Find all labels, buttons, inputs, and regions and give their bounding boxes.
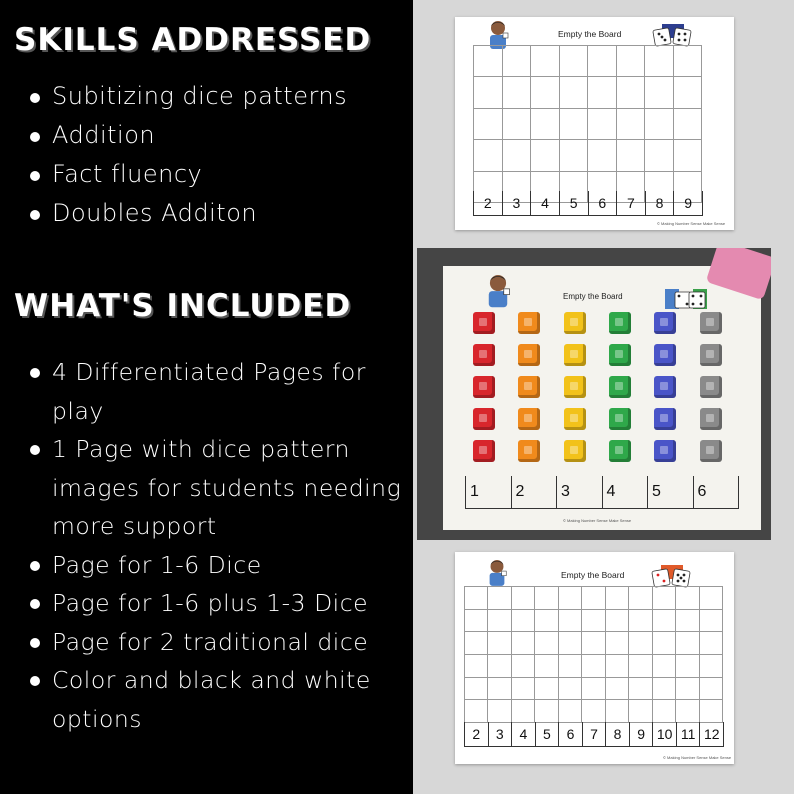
- grid-cell: [653, 700, 676, 723]
- grid-cell: [676, 610, 699, 633]
- list-item: 1 Page with dice pattern images for students needing more support: [30, 430, 410, 546]
- number-cell: 7: [583, 722, 607, 746]
- grid-cell: [474, 77, 503, 108]
- number-cell: 3: [557, 476, 603, 508]
- grid-cell: [629, 700, 652, 723]
- counting-cube: [564, 440, 586, 462]
- grid-cell: [606, 678, 629, 701]
- grid-cell: [531, 46, 560, 77]
- number-cell: 12: [703, 726, 720, 742]
- grid-cell: [512, 610, 535, 633]
- grid-cell: [582, 700, 605, 723]
- list-item: Page for 1-6 Dice: [30, 546, 410, 585]
- grid-cell: [629, 587, 652, 610]
- counting-cube: [609, 312, 631, 334]
- grid-cell: [559, 610, 582, 633]
- grid-cell: [606, 700, 629, 723]
- sheet-footer: © Making Number Sense Make Sense: [563, 518, 632, 523]
- grid-cell: [582, 587, 605, 610]
- grid-cell: [488, 587, 511, 610]
- counting-cube: [700, 344, 722, 366]
- grid-cell: [617, 109, 646, 140]
- grid-cell: [645, 77, 674, 108]
- number-cell: 11: [677, 722, 701, 746]
- grid-cell: [582, 655, 605, 678]
- grid-cell: [559, 700, 582, 723]
- grid-cell: [582, 632, 605, 655]
- grid-cell: [676, 632, 699, 655]
- grid-cell: [676, 587, 699, 610]
- grid-cell: [674, 140, 703, 171]
- number-cell: 4: [531, 191, 560, 215]
- number-cell: 5: [536, 722, 560, 746]
- number-cell: 8: [646, 191, 675, 215]
- grid-cell: [531, 77, 560, 108]
- grid-cell: [700, 632, 723, 655]
- list-item: Color and black and white options: [30, 661, 410, 738]
- number-cell: 5: [648, 476, 694, 508]
- number-cell: 9: [630, 722, 654, 746]
- number-row: [464, 722, 724, 747]
- list-item: Fact fluency: [30, 155, 347, 194]
- grid-cell: [582, 678, 605, 701]
- list-item: Page for 1-6 plus 1-3 Dice: [30, 584, 410, 623]
- number-cell: 10: [653, 722, 677, 746]
- grid-cell: [606, 632, 629, 655]
- number-cell: 6: [559, 722, 583, 746]
- grid-cell: [535, 610, 558, 633]
- grid-cell: [512, 655, 535, 678]
- counting-cube: [654, 440, 676, 462]
- counting-cube: [609, 376, 631, 398]
- grid-cell: [629, 610, 652, 633]
- grid-cell: [465, 700, 488, 723]
- grid-cell: [560, 109, 589, 140]
- grid-cell: [588, 77, 617, 108]
- grid-cell: [512, 587, 535, 610]
- grid-cell: [700, 610, 723, 633]
- grid-cell: [588, 46, 617, 77]
- counting-cube: [564, 344, 586, 366]
- worksheet-photo: [417, 248, 771, 540]
- grid-cell: [653, 655, 676, 678]
- grid-cell: [535, 632, 558, 655]
- grid-cell: [676, 655, 699, 678]
- grid-cell: [474, 140, 503, 171]
- counting-cube: [609, 408, 631, 430]
- counting-cube: [609, 344, 631, 366]
- sheet-title: Empty the Board: [561, 570, 625, 580]
- counting-cube: [654, 344, 676, 366]
- counting-cube: [518, 408, 540, 430]
- grid-cell: [653, 678, 676, 701]
- counting-cube: [700, 440, 722, 462]
- sheet-footer: © Making Number Sense Make Sense: [663, 755, 732, 760]
- list-item: Addition: [30, 116, 347, 155]
- counting-cube: [518, 344, 540, 366]
- worksheet-2-to-9: [455, 17, 734, 230]
- counting-cube: [609, 440, 631, 462]
- student-icon: [485, 558, 509, 586]
- grid-cell: [559, 655, 582, 678]
- counting-cube: [473, 440, 495, 462]
- number-cell: 2: [512, 476, 558, 508]
- grid-cell: [512, 678, 535, 701]
- grid-cell: [617, 46, 646, 77]
- dice-icon: [663, 286, 713, 312]
- student-icon: [483, 272, 513, 308]
- grid-cell: [503, 77, 532, 108]
- dice-icon: [652, 23, 696, 47]
- grid-cell: [465, 655, 488, 678]
- grid-cell: [488, 700, 511, 723]
- grid-cell: [676, 700, 699, 723]
- number-cell: 2: [474, 191, 503, 215]
- grid-cell: [531, 109, 560, 140]
- sheet-title: Empty the Board: [558, 29, 622, 39]
- list-item: Page for 2 traditional dice: [30, 623, 410, 662]
- counting-cube: [564, 408, 586, 430]
- grid-cell: [465, 678, 488, 701]
- grid-cell: [465, 610, 488, 633]
- play-grid: [464, 586, 723, 723]
- grid-cell: [606, 587, 629, 610]
- grid-cell: [645, 46, 674, 77]
- grid-cell: [503, 109, 532, 140]
- grid-cell: [531, 140, 560, 171]
- skills-list: [30, 77, 347, 233]
- grid-cell: [617, 77, 646, 108]
- grid-cell: [653, 587, 676, 610]
- number-cell: 6: [589, 191, 618, 215]
- grid-cell: [582, 610, 605, 633]
- counting-cube: [564, 312, 586, 334]
- number-cell: 8: [606, 722, 630, 746]
- skills-heading: SKILLS ADDRESSED: [14, 22, 372, 58]
- counting-cube: [654, 376, 676, 398]
- grid-cell: [629, 678, 652, 701]
- counting-cube: [700, 376, 722, 398]
- grid-cell: [560, 77, 589, 108]
- grid-cell: [512, 700, 535, 723]
- grid-cell: [700, 587, 723, 610]
- grid-cell: [488, 678, 511, 701]
- counting-cube: [473, 312, 495, 334]
- number-cell: 6: [697, 483, 707, 500]
- grid-cell: [503, 140, 532, 171]
- number-cell: 7: [617, 191, 646, 215]
- grid-cell: [629, 632, 652, 655]
- number-cell: 4: [603, 476, 649, 508]
- counting-cube: [518, 440, 540, 462]
- number-row: [473, 191, 703, 216]
- number-cell: 3: [489, 722, 513, 746]
- grid-cell: [653, 610, 676, 633]
- grid-cell: [653, 632, 676, 655]
- grid-cell: [588, 140, 617, 171]
- grid-cell: [535, 655, 558, 678]
- grid-cell: [606, 655, 629, 678]
- number-row: [465, 476, 739, 509]
- grid-cell: [645, 140, 674, 171]
- grid-cell: [503, 46, 532, 77]
- grid-cell: [560, 140, 589, 171]
- counting-cube: [654, 408, 676, 430]
- grid-cell: [700, 700, 723, 723]
- grid-cell: [559, 587, 582, 610]
- worksheet-2-to-12: [455, 552, 734, 764]
- grid-cell: [488, 632, 511, 655]
- counting-cube: [700, 408, 722, 430]
- grid-cell: [488, 655, 511, 678]
- grid-cell: [512, 632, 535, 655]
- counting-cube: [473, 344, 495, 366]
- sheet-footer: © Making Number Sense Make Sense: [657, 221, 726, 226]
- grid-cell: [474, 109, 503, 140]
- grid-cell: [559, 632, 582, 655]
- included-heading: WHAT'S INCLUDED: [14, 288, 352, 324]
- number-cell: 3: [503, 191, 532, 215]
- counting-cube: [700, 312, 722, 334]
- number-cell: 5: [560, 191, 589, 215]
- grid-cell: [606, 610, 629, 633]
- counting-cube: [654, 312, 676, 334]
- counting-cube: [518, 312, 540, 334]
- list-item: 4 Differentiated Pages for play: [30, 353, 410, 430]
- play-grid: [473, 45, 702, 203]
- list-item: Doubles Additon: [30, 194, 347, 233]
- included-list: [30, 353, 410, 738]
- counting-cube: [473, 408, 495, 430]
- grid-cell: [560, 46, 589, 77]
- grid-cell: [465, 587, 488, 610]
- grid-cell: [465, 632, 488, 655]
- counting-cube: [518, 376, 540, 398]
- grid-cell: [535, 587, 558, 610]
- grid-cell: [629, 655, 652, 678]
- grid-cell: [588, 109, 617, 140]
- grid-cell: [645, 109, 674, 140]
- number-cell: 1: [466, 476, 512, 508]
- grid-cell: [535, 700, 558, 723]
- grid-cell: [674, 46, 703, 77]
- counting-cube: [564, 376, 586, 398]
- number-cell: 9: [684, 195, 693, 211]
- photo-paper: [443, 266, 761, 530]
- grid-cell: [700, 655, 723, 678]
- grid-cell: [559, 678, 582, 701]
- number-cell: 2: [465, 722, 489, 746]
- grid-cell: [474, 46, 503, 77]
- list-item: Subitizing dice patterns: [30, 77, 347, 116]
- number-cell: 4: [512, 722, 536, 746]
- grid-cell: [617, 140, 646, 171]
- grid-cell: [488, 610, 511, 633]
- grid-cell: [700, 678, 723, 701]
- grid-cell: [535, 678, 558, 701]
- counting-cube: [473, 376, 495, 398]
- grid-cell: [676, 678, 699, 701]
- grid-cell: [674, 109, 703, 140]
- dice-icon: [651, 564, 695, 588]
- sheet-title: Empty the Board: [563, 292, 623, 301]
- grid-cell: [674, 77, 703, 108]
